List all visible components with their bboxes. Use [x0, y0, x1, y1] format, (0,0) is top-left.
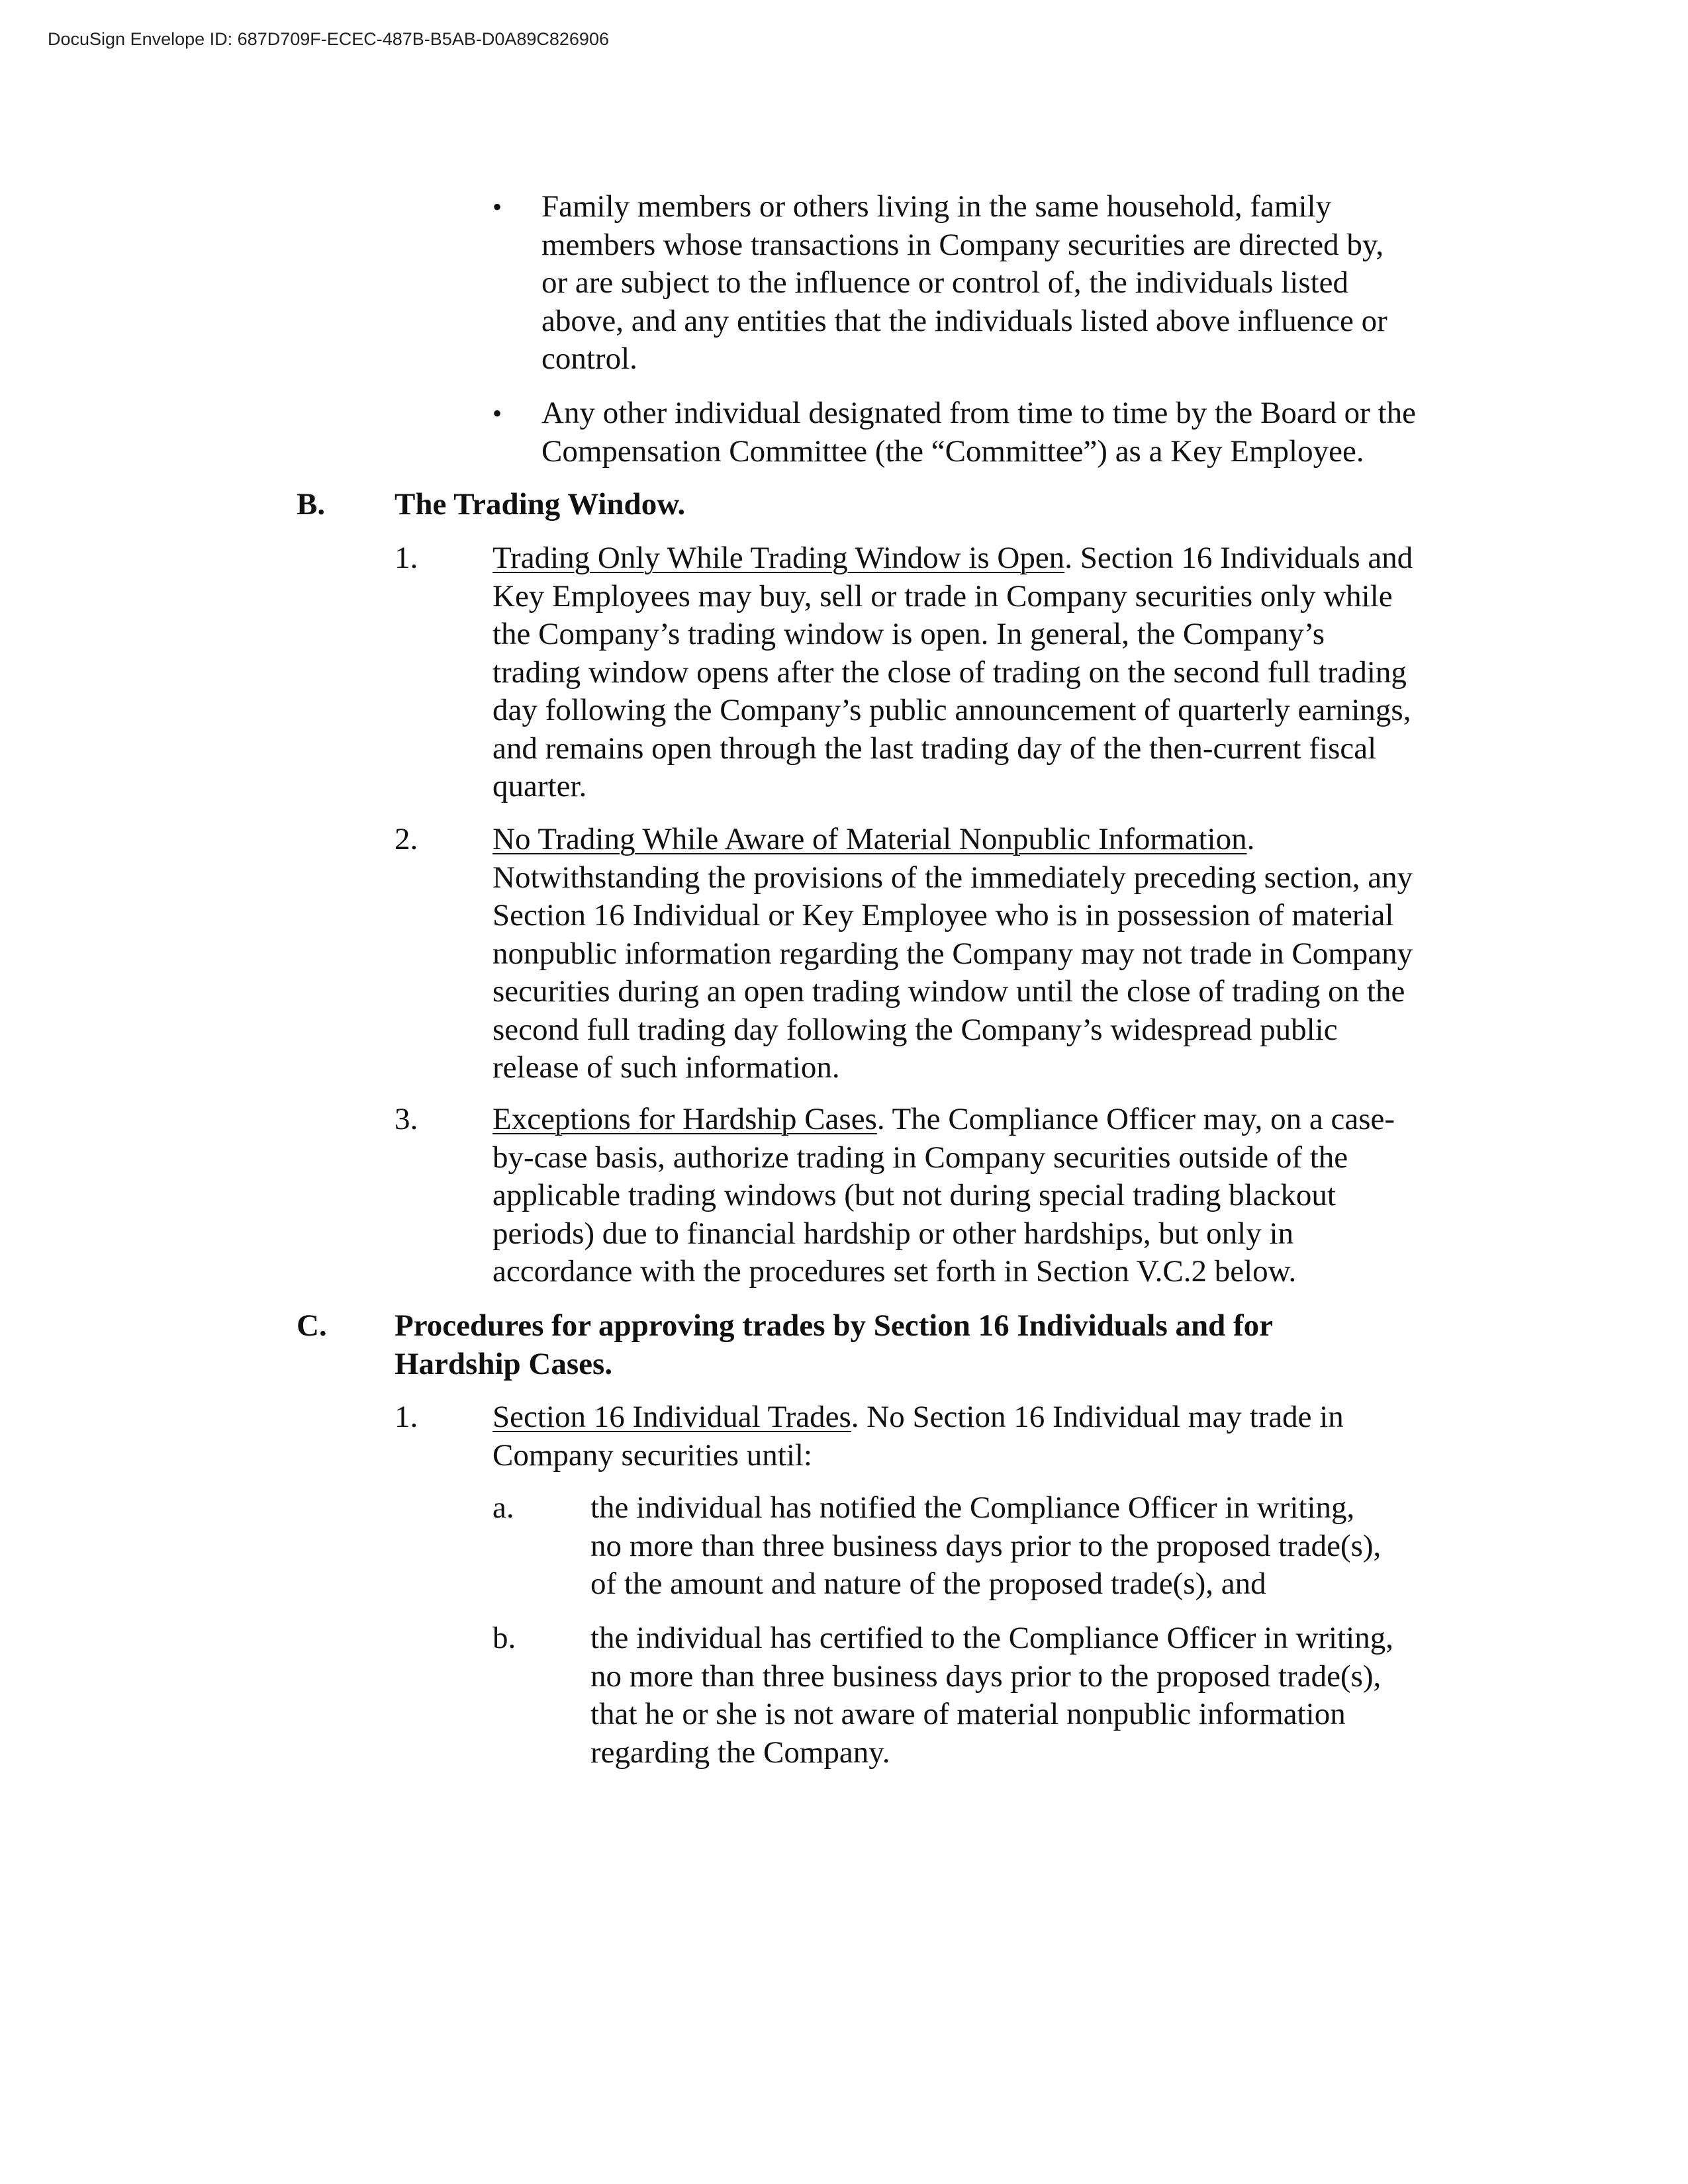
- subitem-letter: b.: [492, 1621, 516, 1655]
- text-line: and remains open through the last trading day of the then-current fiscal: [492, 731, 1377, 766]
- item-number: 3.: [395, 1102, 418, 1136]
- text-line: of the amount and nature of the proposed trade(s), and: [590, 1567, 1266, 1601]
- text-line: the Company’s trading window is open. In general, the Company’s: [492, 617, 1325, 651]
- text-line: Notwithstanding the provisions of the immediately preceding section, any: [492, 860, 1413, 895]
- text-line: Compensation Committee (the “Committee”) as a Key Employee.: [541, 433, 1364, 469]
- item-title-rest: . No Section 16 Individual may trade in: [851, 1400, 1344, 1434]
- bullet-paragraph: [541, 188, 1387, 379]
- text-line: [492, 1398, 1344, 1437]
- item-title: Section 16 Individual Trades: [492, 1400, 851, 1434]
- text-line: quarter.: [492, 769, 587, 803]
- item-number: 2.: [395, 822, 418, 856]
- item-number: 1.: [395, 541, 418, 575]
- text-line: Company securities until:: [492, 1437, 812, 1473]
- subitem-letter: a.: [492, 1490, 514, 1525]
- item-number: 1.: [395, 1400, 418, 1434]
- heading-line: Procedures for approving trades by Section 16 Individuals and for: [395, 1308, 1274, 1343]
- item-title-rest: . Section 16 Individuals and: [1064, 541, 1413, 575]
- text-line: [492, 821, 1413, 859]
- section-b-label: B.: [297, 487, 326, 522]
- text-line: [492, 1101, 1395, 1139]
- text-line: that he or she is not aware of material nonpublic information: [590, 1697, 1346, 1731]
- text-line: no more than three business days prior to the proposed trade(s),: [590, 1659, 1382, 1694]
- item-title: No Trading While Aware of Material Nonpublic Information: [492, 822, 1247, 856]
- text-line: second full trading day following the Company’s widespread public: [492, 1012, 1338, 1047]
- text-line: accordance with the procedures set forth in Section V.C.2 below.: [492, 1254, 1297, 1289]
- bullet-icon: •: [492, 398, 502, 428]
- heading-line: Hardship Cases.: [395, 1346, 613, 1381]
- text-line: by-case basis, authorize trading in Company securities outside of the: [492, 1140, 1348, 1175]
- text-line: nonpublic information regarding the Company may not trade in Company: [492, 936, 1413, 971]
- text-line: periods) due to financial hardship or other hardships, but only in: [492, 1216, 1293, 1251]
- text-line: release of such information.: [492, 1050, 840, 1085]
- text-line: no more than three business days prior to the proposed trade(s),: [590, 1528, 1382, 1563]
- numbered-paragraph: [492, 821, 1413, 1087]
- item-title: Exceptions for Hardship Cases: [492, 1102, 877, 1136]
- section-c-heading: [395, 1307, 1273, 1383]
- bullet-icon: •: [492, 192, 502, 222]
- subitem-paragraph: [590, 1489, 1381, 1604]
- text-line: Any other individual designated from time to time by the Board or the: [541, 396, 1416, 430]
- text-line: regarding the Company.: [590, 1735, 890, 1770]
- envelope-id-header: DocuSign Envelope ID: 687D709F-ECEC-487B-B5AB-D0A89C826906: [48, 29, 609, 49]
- text-line: control.: [541, 341, 637, 376]
- text-line: securities during an open trading window until the close of trading on the: [492, 974, 1405, 1009]
- text-line: Family members or others living in the same household, family: [541, 189, 1332, 224]
- section-b-heading: The Trading Window.: [395, 487, 686, 522]
- text-line: [492, 539, 1413, 578]
- subitem-paragraph: [590, 1619, 1393, 1772]
- text-line: or are subject to the influence or control of, the individuals listed: [541, 265, 1349, 300]
- item-title-rest: . The Compliance Officer may, on a case-: [876, 1102, 1395, 1136]
- item-title: Trading Only While Trading Window is Open: [492, 541, 1065, 575]
- section-c-label: C.: [297, 1308, 327, 1343]
- numbered-paragraph: [492, 1101, 1395, 1291]
- text-line: Key Employees may buy, sell or trade in Company securities only while: [492, 578, 1393, 614]
- text-line: above, and any entities that the individuals listed above influence or: [541, 303, 1387, 338]
- text-line: day following the Company’s public announcement of quarterly earnings,: [492, 693, 1411, 727]
- text-line: trading window opens after the close of trading on the second full trading: [492, 655, 1407, 690]
- text-line: the individual has certified to the Compliance Officer in writing,: [590, 1621, 1393, 1655]
- item-title-rest: .: [1246, 822, 1255, 856]
- numbered-paragraph: [492, 539, 1413, 806]
- bullet-paragraph: [541, 394, 1416, 471]
- text-line: Section 16 Individual or Key Employee who is in possession of material: [492, 898, 1394, 933]
- text-line: members whose transactions in Company securities are directed by,: [541, 227, 1384, 262]
- text-line: the individual has notified the Compliance Officer in writing,: [590, 1490, 1355, 1525]
- text-line: applicable trading windows (but not during special trading blackout: [492, 1178, 1336, 1212]
- numbered-paragraph: [492, 1398, 1344, 1475]
